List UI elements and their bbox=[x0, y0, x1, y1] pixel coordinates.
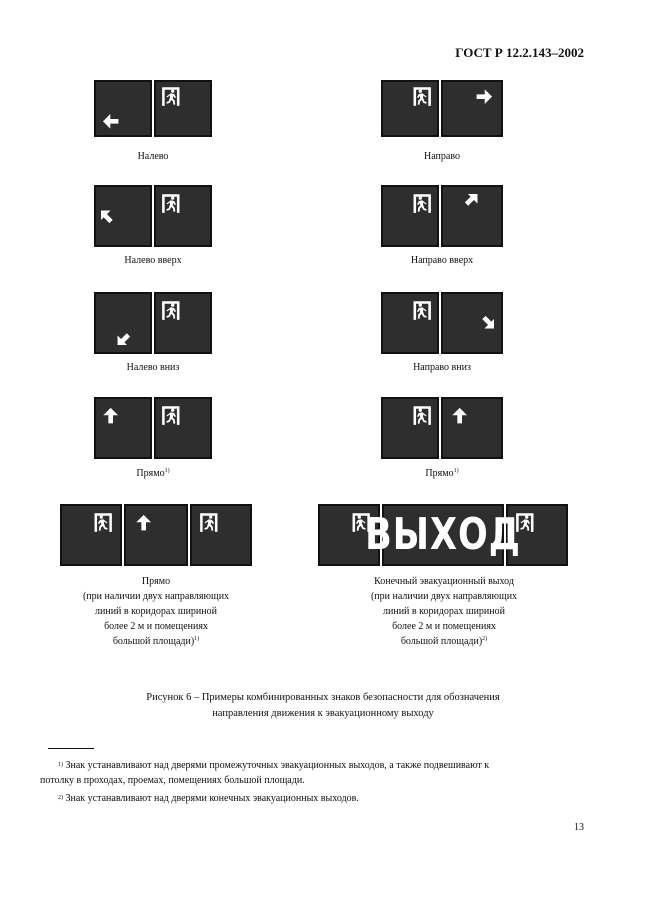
running-man-icon bbox=[387, 86, 433, 132]
running-man-icon bbox=[160, 86, 206, 132]
wide-sign-caption: Конечный эвакуационный выход (при наличии двух направляющих линий в коридорах шириной более 2 м и помещениях большой площади)$^{2)}$ bbox=[370, 576, 518, 647]
exit-panel bbox=[154, 185, 212, 247]
sign-caption: Направо вниз bbox=[413, 362, 471, 373]
running-man-icon bbox=[198, 512, 244, 558]
arrow-panel bbox=[94, 80, 152, 137]
arrow-left-down-icon bbox=[101, 301, 145, 345]
sign-straight-right-exit bbox=[381, 397, 503, 459]
exit-panel bbox=[381, 397, 439, 459]
exit-panel bbox=[381, 185, 439, 247]
arrow-panel bbox=[94, 185, 152, 247]
wide-sign-caption: Прямо (при наличии двух направляющих линий в коридорах шириной более 2 м и помещениях большой площади)$^{1)}$ bbox=[82, 576, 230, 647]
sign-caption: Направо bbox=[424, 151, 460, 162]
arrow-panel bbox=[441, 292, 503, 354]
sign-straight-two-exits bbox=[60, 504, 252, 566]
exit-panel bbox=[381, 80, 439, 137]
running-man-icon bbox=[68, 512, 114, 558]
arrow-panel bbox=[124, 504, 188, 566]
exit-panel bbox=[154, 397, 212, 459]
running-man-icon bbox=[160, 193, 206, 239]
running-man-icon bbox=[160, 405, 206, 451]
document-header: ГОСТ Р 12.2.143–2002 bbox=[455, 45, 584, 60]
exit-panel bbox=[190, 504, 252, 566]
arrow-up-icon bbox=[450, 406, 494, 450]
arrow-right-up-icon bbox=[450, 194, 494, 238]
arrow-up-icon bbox=[134, 513, 178, 557]
sign-caption: Налево вверх bbox=[124, 255, 182, 266]
sign-right-down bbox=[381, 292, 503, 354]
sign-caption: Направо вверх bbox=[410, 255, 474, 266]
arrow-panel bbox=[441, 80, 503, 137]
exit-text-panel bbox=[365, 504, 521, 566]
arrow-panel bbox=[94, 292, 152, 354]
figure-caption: Рисунок 6 – Примеры комбинированных знаков безопасности для обозначения направления движения к эвакуационному выходу bbox=[146, 692, 500, 719]
running-man-icon bbox=[160, 300, 206, 346]
arrow-right-icon bbox=[450, 87, 494, 131]
sign-left bbox=[94, 80, 212, 137]
page-number: 13 bbox=[574, 822, 584, 833]
sign-final-exit bbox=[318, 504, 568, 566]
footnote: $^{2)}$ Знак устанавливают над дверями конечных эвакуационных выходов. bbox=[58, 793, 359, 804]
arrow-panel bbox=[94, 397, 152, 459]
arrow-right-down-icon bbox=[450, 301, 494, 345]
exit-panel bbox=[381, 292, 439, 354]
sign-right bbox=[381, 80, 503, 137]
footnote-divider bbox=[48, 748, 94, 749]
exit-panel bbox=[154, 80, 212, 137]
sign-caption: Налево вниз bbox=[126, 362, 180, 373]
arrow-left-up-icon bbox=[101, 194, 145, 238]
arrow-panel bbox=[441, 185, 503, 247]
sign-caption: Прямо$^{1)}$ bbox=[425, 468, 459, 479]
running-man-icon bbox=[387, 193, 433, 239]
footnote: $^{1)}$ Знак устанавливают над дверями промежуточных эвакуационных выходов, а также подвешивают к потолку в проходах, проемах, помещениях большой площади. bbox=[40, 760, 490, 786]
arrow-up-icon bbox=[101, 406, 145, 450]
sign-right-up bbox=[381, 185, 503, 247]
sign-left-up bbox=[94, 185, 212, 247]
sign-caption: Налево bbox=[137, 151, 169, 162]
exit-panel bbox=[154, 292, 212, 354]
running-man-icon bbox=[387, 300, 433, 346]
sign-left-down bbox=[94, 292, 212, 354]
exit-panel bbox=[60, 504, 122, 566]
exit-text: ВЫХОД bbox=[365, 510, 521, 560]
sign-caption: Прямо$^{1)}$ bbox=[136, 468, 170, 479]
arrow-panel bbox=[441, 397, 503, 459]
sign-straight-left-exit bbox=[94, 397, 212, 459]
running-man-icon bbox=[387, 405, 433, 451]
arrow-left-icon bbox=[101, 87, 145, 131]
